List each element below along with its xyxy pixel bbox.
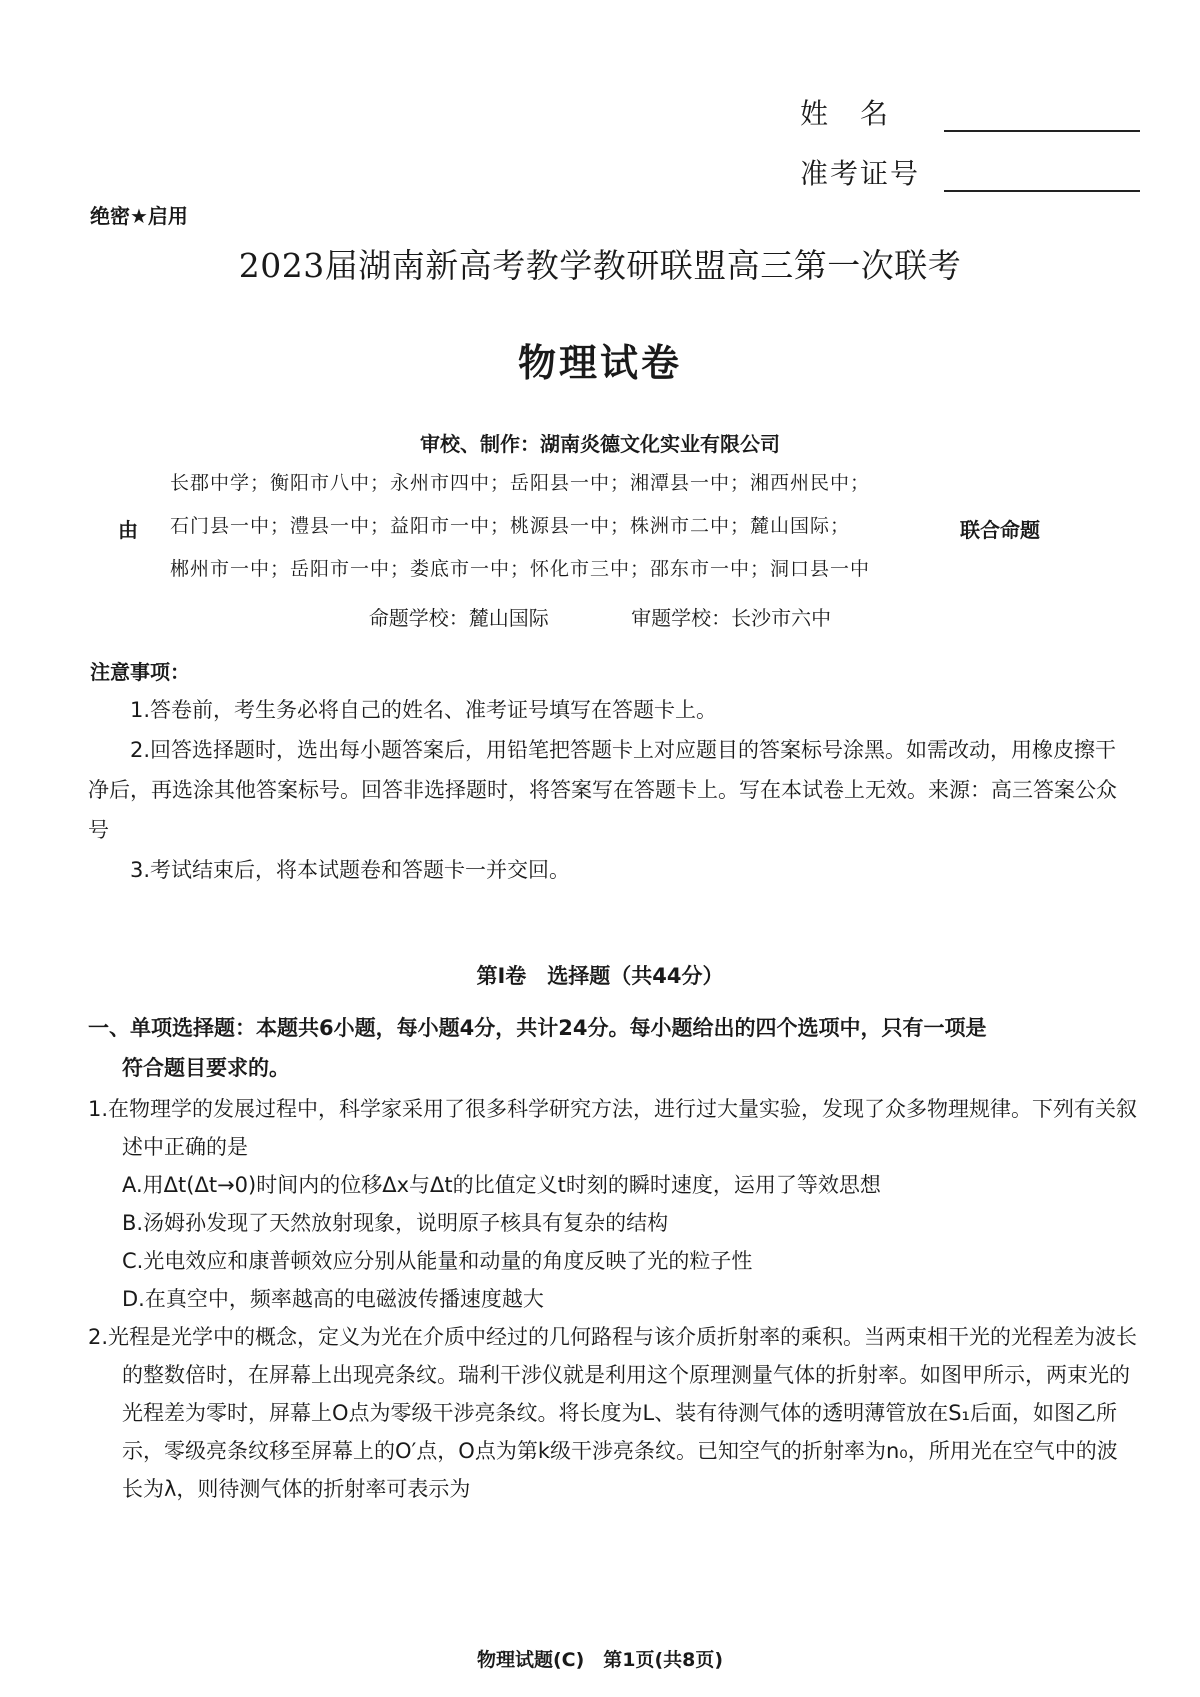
paper-title: 物理试卷: [517, 341, 682, 385]
school-line: 石门县一中；澧县一中；益阳市一中；桃源县一中；株洲市二中；麓山国际；: [170, 515, 851, 537]
candidate-info: [800, 72, 1140, 192]
producer-line: 审校、制作：湖南炎德文化实业有限公司: [420, 432, 780, 456]
name-row: [800, 72, 1140, 132]
school-lines: [170, 462, 930, 591]
questions: [88, 1090, 1138, 1508]
schools-block: [118, 462, 1108, 592]
part-one-instructions: [88, 1008, 1138, 1088]
joint-label: 联合命题: [960, 518, 1040, 542]
notice-item: 2.回答选择题时，选出每小题答案后，用铅笔把答题卡上对应题目的答案标号涂黑。如需改动，用橡皮擦干净后，再选涂其他答案标号。回答非选择题时，将答案写在答题卡上。写在本试卷上无效。来源：高三答案公众号: [88, 738, 1117, 842]
question-2-stem: 2.光程是光学中的概念，定义为光在介质中经过的几何路程与该介质折射率的乘积。当两束相干光的光程差为波长的整数倍时，在屏幕上出现亮条纹。瑞利干涉仪就是利用这个原理测量气体的折射率。如图甲所示，两束光的光程差为零时，屏幕上O点为零级干涉亮条纹。将长度为L、装有待测气体的透明薄管放在S₁后面，如图乙所示，零级亮条纹移至屏幕上的O′点，O点为第k级干涉亮条纹。已知空气的折射率为n₀，所用光在空气中的波长为λ，则待测气体的折射率可表示为: [88, 1325, 1138, 1501]
id-label: 准考证号: [800, 157, 921, 190]
makers-line: [0, 602, 1200, 631]
question-1-option-a: A.用Δt(Δt→0)时间内的位移Δx与Δt的比值定义t时刻的瞬时速度，运用了等效思想: [122, 1173, 881, 1197]
confidential-mark: 绝密★启用: [90, 204, 188, 228]
id-row: [800, 132, 1140, 192]
question-1-option-b: B.汤姆孙发现了天然放射现象，说明原子核具有复杂的结构: [122, 1211, 669, 1235]
notice-item: 3.考试结束后，将本试题卷和答题卡一并交回。: [130, 858, 571, 882]
setter-school: 命题学校：麓山国际: [368, 606, 549, 630]
id-blank: [944, 160, 1140, 192]
part-one-line: 符合题目要求的。: [122, 1056, 290, 1080]
by-word: 由: [118, 518, 138, 542]
notice-list: [88, 690, 1128, 890]
notice-heading: 注意事项：: [90, 660, 190, 684]
page-footer: 物理试题(C) 第1页(共8页): [476, 1649, 724, 1671]
reviewer-school: 审题学校：长沙市六中: [631, 606, 832, 630]
section-title: 第Ⅰ卷 选择题（共44分）: [476, 964, 724, 988]
exam-title: 2023届湖南新高考教学教研联盟高三第一次联考: [238, 246, 962, 285]
question-1-stem: 1.在物理学的发展过程中，科学家采用了很多科学研究方法，进行过大量实验，发现了众多物理规律。下列有关叙述中正确的是: [88, 1097, 1138, 1159]
notice-item: 1.答卷前，考生务必将自己的姓名、准考证号填写在答题卡上。: [130, 698, 718, 722]
part-one-line: 一、单项选择题：本题共6小题，每小题4分，共计24分。每小题给出的四个选项中，只有一项是: [88, 1016, 987, 1040]
question-1-option-d: D.在真空中，频率越高的电磁波传播速度越大: [122, 1287, 544, 1311]
question-1-option-c: C.光电效应和康普顿效应分别从能量和动量的角度反映了光的粒子性: [122, 1249, 753, 1273]
name-label: 姓 名: [800, 97, 891, 130]
school-line: 郴州市一中；岳阳市一中；娄底市一中；怀化市三中；邵东市一中；洞口县一中: [170, 558, 871, 580]
school-line: 长郡中学；衡阳市八中；永州市四中；岳阳县一中；湘潭县一中；湘西州民中；: [170, 472, 871, 494]
name-blank: [944, 100, 1140, 132]
